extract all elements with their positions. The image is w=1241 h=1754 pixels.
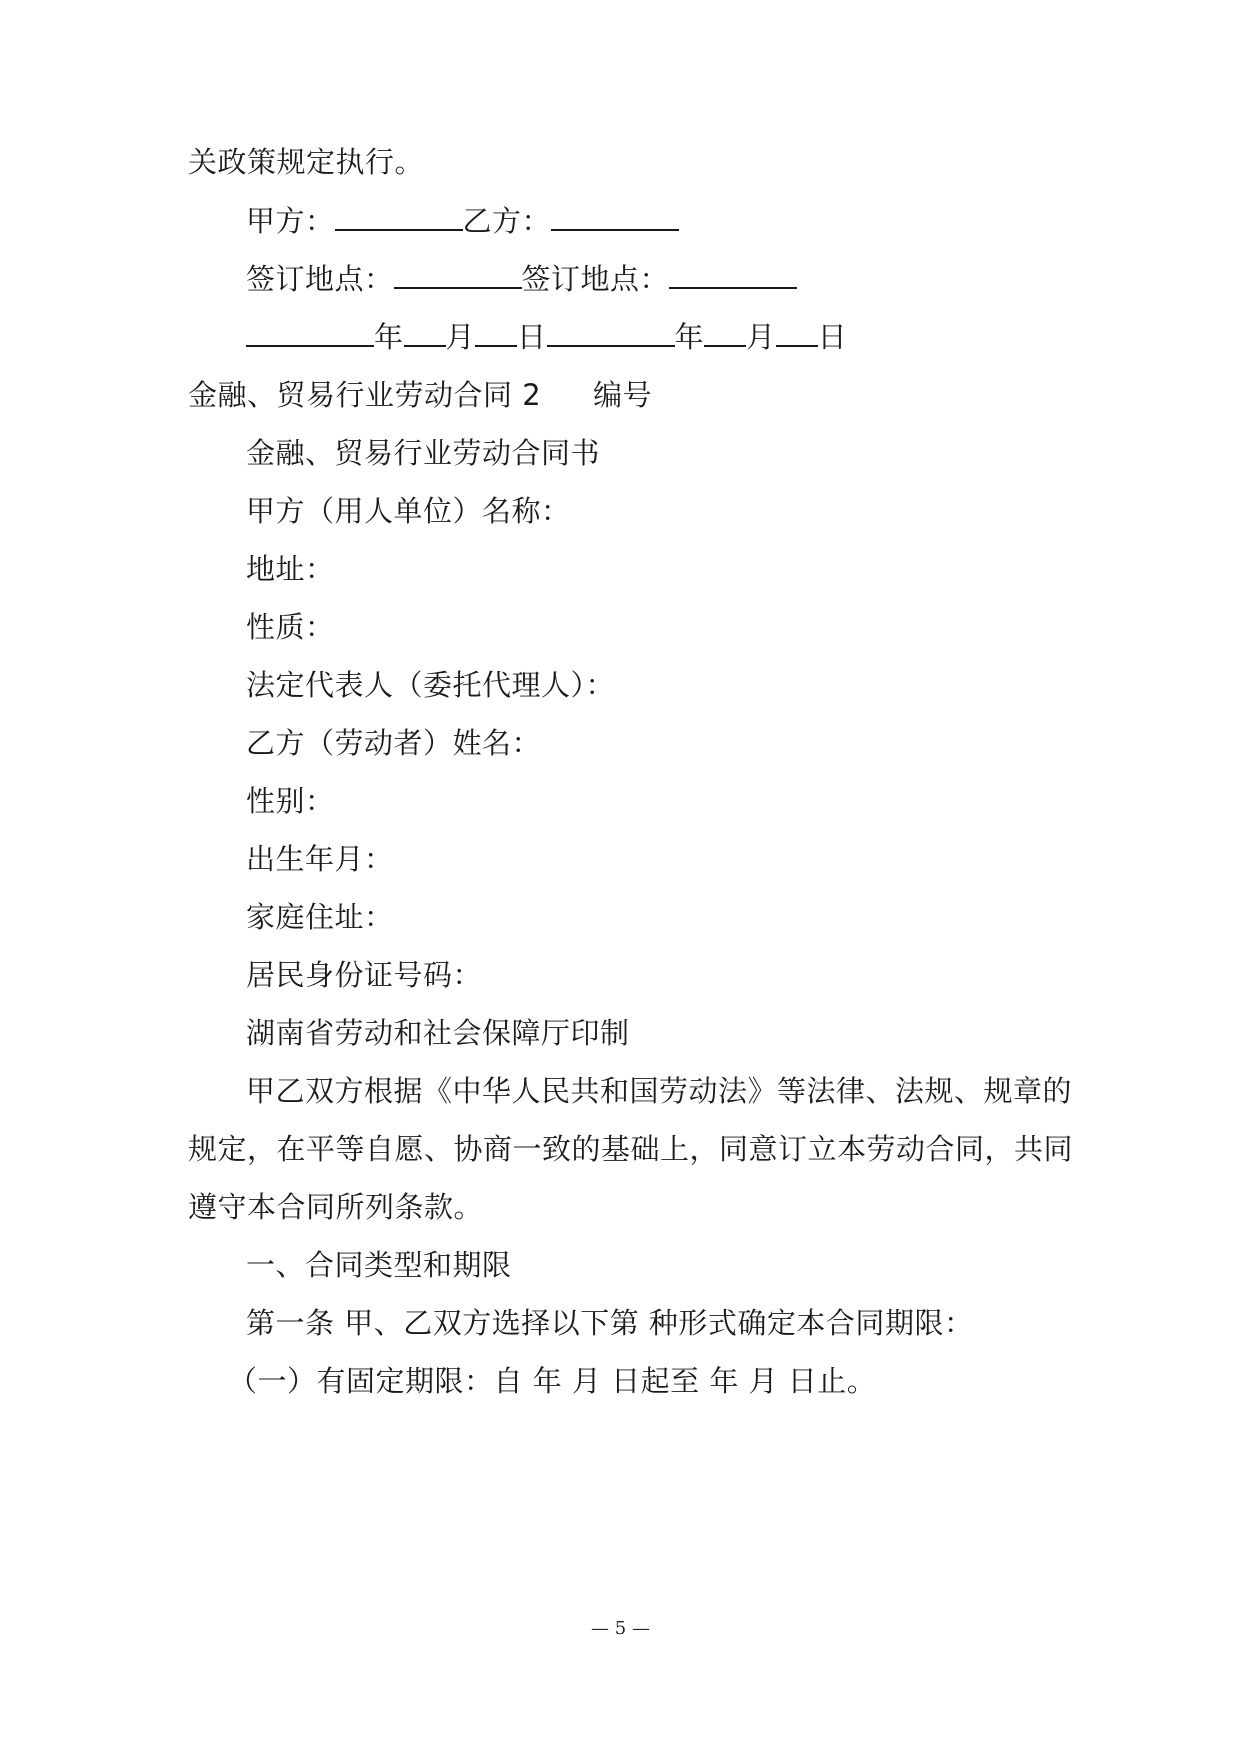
month-label: 月 xyxy=(746,320,776,354)
employer-address-field: 地址： xyxy=(246,552,335,586)
signing-place-a-label: 签订地点： xyxy=(246,262,394,296)
month-blank xyxy=(704,319,746,347)
id-number-field: 居民身份证号码： xyxy=(246,958,483,992)
party-b-label: 乙方： xyxy=(462,204,552,238)
year-label: 年 xyxy=(674,320,705,354)
employer-name-field: 甲方（用人单位）名称： xyxy=(246,494,571,528)
birth-date-field: 出生年月： xyxy=(246,842,394,876)
signing-place-a-blank xyxy=(394,261,522,289)
paragraph-line: 遵守本合同所列条款。 xyxy=(188,1190,484,1224)
home-address-field: 家庭住址： xyxy=(246,900,394,934)
party-b-blank xyxy=(551,203,679,231)
clause-line: （一）有固定期限：自 年 月 日起至 年 月 日止。 xyxy=(228,1364,877,1398)
employee-name-field: 乙方（劳动者）姓名： xyxy=(246,726,542,760)
signing-date-line xyxy=(246,317,847,357)
year-blank xyxy=(246,319,374,347)
signing-place-b-blank xyxy=(669,261,797,289)
signing-place-b-label: 签订地点： xyxy=(521,262,670,296)
month-blank xyxy=(404,319,446,347)
employer-nature-field: 性质： xyxy=(246,610,335,644)
party-a-label: 甲方： xyxy=(246,204,335,238)
day-label: 日 xyxy=(517,320,547,354)
contract-title: 金融、贸易行业劳动合同书 xyxy=(246,436,601,470)
month-label: 月 xyxy=(445,320,476,354)
day-blank xyxy=(475,319,517,347)
gender-field: 性别： xyxy=(246,784,335,818)
year-blank xyxy=(547,319,675,347)
day-label: 日 xyxy=(817,320,848,354)
party-a-blank xyxy=(335,203,463,231)
page-number: — 5 — xyxy=(591,1618,650,1639)
year-label: 年 xyxy=(374,320,404,354)
paragraph-line: 甲乙双方根据《中华人民共和国劳动法》等法律、法规、规章的 xyxy=(246,1074,1073,1108)
section-heading: 一、合同类型和期限 xyxy=(246,1248,512,1282)
issuer-line: 湖南省劳动和社会保障厅印制 xyxy=(246,1016,630,1050)
signature-parties-line xyxy=(246,201,679,241)
article-line: 第一条 甲、乙双方选择以下第 种形式确定本合同期限： xyxy=(246,1306,974,1340)
legal-representative-field: 法定代表人（委托代理人）： xyxy=(246,668,616,702)
contract-heading: 金融、贸易行业劳动合同 2 xyxy=(188,378,542,412)
paragraph-line: 规定，在平等自愿、协商一致的基础上，同意订立本劳动合同，共同 xyxy=(188,1132,1074,1166)
contract-number-label: 编号 xyxy=(593,378,653,412)
text-line: 关政策规定执行。 xyxy=(188,145,425,179)
day-blank xyxy=(776,319,818,347)
signing-place-line xyxy=(246,259,797,299)
contract-heading-line xyxy=(188,375,652,415)
